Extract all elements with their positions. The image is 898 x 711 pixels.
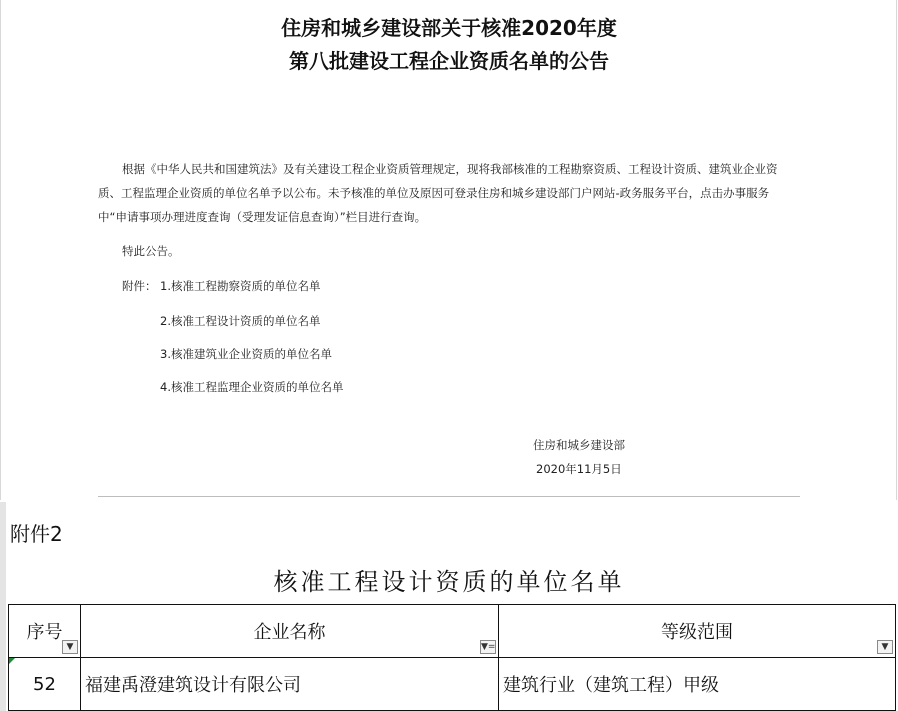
cell-scope-value: 建筑行业（建筑工程）甲级 <box>503 675 719 696</box>
column-header-company-label: 企业名称 <box>253 622 326 643</box>
attachment-item-4[interactable]: 4.核准工程监理企业资质的单位名单 <box>160 380 344 394</box>
column-header-index <box>9 605 81 658</box>
attachment-item-3[interactable]: 3.核准建筑业企业资质的单位名单 <box>160 347 332 361</box>
column-header-index-label: 序号 <box>26 622 63 643</box>
table-header-row <box>9 605 896 658</box>
issuer-name: 住房和城乡建设部 <box>533 438 625 452</box>
cell-index-value: 52 <box>33 673 56 695</box>
cell-company-value: 福建禹澄建筑设计有限公司 <box>85 675 301 696</box>
attachment-item-2[interactable]: 2.核准工程设计资质的单位名单 <box>160 314 321 328</box>
cell-scope[interactable] <box>499 658 896 711</box>
table-row <box>9 658 896 711</box>
document-right-border <box>896 0 897 500</box>
announcement-title-line1: 住房和城乡建设部关于核准2020年度 <box>281 16 617 40</box>
column-header-scope <box>499 605 896 658</box>
attachment-heading: 附件2 <box>10 522 63 546</box>
attachment-item-1[interactable]: 1.核准工程勘察资质的单位名单 <box>160 279 321 293</box>
spreadsheet-row-header-strip <box>0 502 6 711</box>
section-divider <box>98 496 800 497</box>
sheet-title: 核准工程设计资质的单位名单 <box>273 568 625 596</box>
cell-company[interactable] <box>81 658 499 711</box>
notice-text: 特此公告。 <box>122 244 180 258</box>
column-header-company <box>81 605 499 658</box>
filter-icon[interactable]: ▼= <box>481 642 496 652</box>
column-header-scope-label: 等级范围 <box>661 622 733 643</box>
attachments-label: 附件： <box>122 279 157 293</box>
cell-index[interactable] <box>9 658 81 711</box>
issue-date: 2020年11月5日 <box>536 462 622 476</box>
dropdown-arrow-icon[interactable]: ▼ <box>62 640 78 654</box>
announcement-body: 根据《中华人民共和国建筑法》及有关建设工程企业资质管理规定，现将我部核准的工程勘察资质、工程设计资质、建筑业企业资质、工程监理企业资质的单位名单予以公布。未予核准的单位及原因可登录住房和城乡建设部门户网站-政务服务平台，点击办事服务中“申请事项办理进度查询（受理发证信息查询）”栏目进行查询。 <box>98 162 778 224</box>
cell-indicator-icon <box>9 658 15 664</box>
qualification-table <box>8 604 896 711</box>
document-left-border <box>0 0 1 500</box>
dropdown-arrow-icon[interactable]: ▼ <box>877 640 893 654</box>
announcement-title-line2: 第八批建设工程企业资质名单的公告 <box>289 49 609 73</box>
